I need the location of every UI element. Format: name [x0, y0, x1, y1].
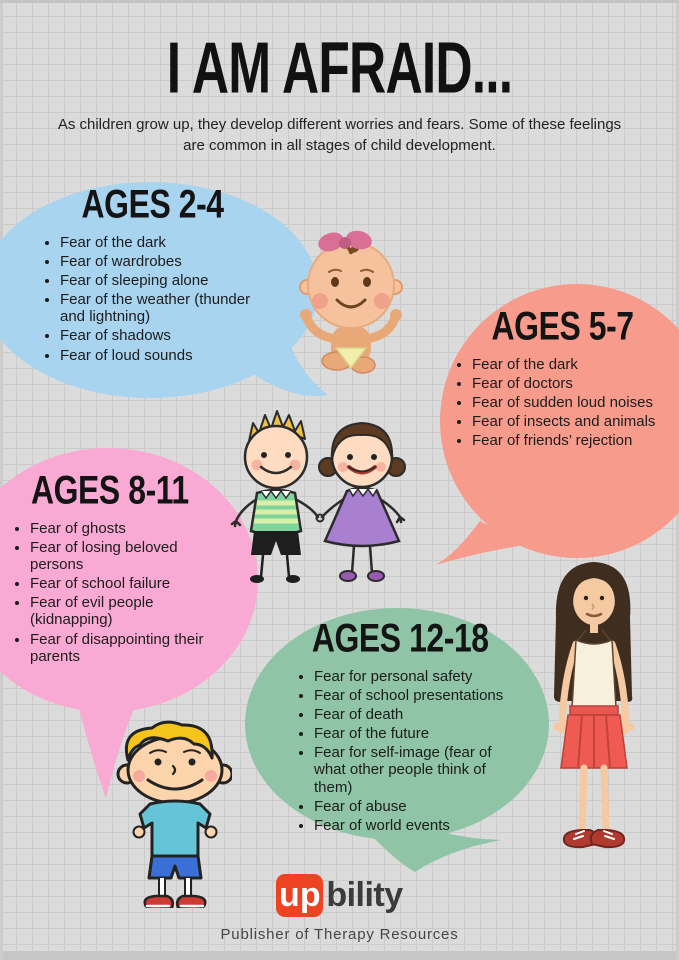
bubble-title: AGES 8-11 [31, 468, 189, 514]
logo-text: bility [326, 876, 403, 914]
fear-item: • Fear of disappointing their parents [30, 631, 210, 665]
fear-item: • Fear of the weather (thunder and lightning) [60, 291, 265, 325]
fear-list [40, 234, 265, 364]
fear-list [452, 356, 674, 449]
page-title: I AM AFRAID... [166, 26, 513, 108]
fear-item: • Fear of sleeping alone [60, 272, 265, 289]
fear-item: • Fear of abuse [314, 798, 506, 815]
bubble-ages-12-18-content [294, 616, 506, 836]
brand-tagline: Publisher of Therapy Resources [220, 926, 459, 943]
bubble-ages-8-11-content [10, 468, 210, 667]
bubble-title: AGES 12-18 [311, 616, 489, 662]
fear-item: • Fear of sudden loud noises [472, 394, 674, 411]
header [0, 26, 679, 156]
fear-item: • Fear of the dark [472, 356, 674, 373]
fear-item: • Fear for self-image (fear of what other people think of them) [314, 744, 506, 795]
fear-item: • Fear of world events [314, 817, 506, 834]
fear-item: • Fear of shadows [60, 327, 265, 344]
fear-item: • Fear of doctors [472, 375, 674, 392]
fear-item: • Fear of the dark [60, 234, 265, 251]
teenage-girl-illustration [538, 556, 650, 863]
fear-item: • Fear of ghosts [30, 520, 210, 537]
bubble-ages-5-7-content [452, 304, 674, 451]
young-boy-and-girl-illustration [227, 405, 411, 588]
fear-item: • Fear of losing beloved persons [30, 539, 210, 573]
fear-item: • Fear of the future [314, 725, 506, 742]
fear-item: • Fear of school presentations [314, 687, 506, 704]
fear-item: • Fear of wardrobes [60, 253, 265, 270]
bubble-title: AGES 5-7 [491, 304, 635, 350]
bubble-ages-2-4-content [40, 182, 265, 366]
fear-item: • Fear of loud sounds [60, 347, 265, 364]
baby-illustration [287, 230, 417, 385]
fear-item: • Fear of evil people (kidnapping) [30, 594, 210, 628]
fear-list [294, 668, 506, 834]
page-subtitle: As children grow up, they develop different worries and fears. Some of these feelings are common in all stages of child development. [57, 116, 622, 154]
logo-mark: up [276, 874, 323, 917]
fear-item: • Fear of death [314, 706, 506, 723]
fear-list [10, 520, 210, 665]
fear-item: • Fear of school failure [30, 575, 210, 592]
bubble-title: AGES 2-4 [81, 182, 224, 228]
brand-logo [0, 874, 679, 917]
fear-item: • Fear for personal safety [314, 668, 506, 685]
footer-brand [0, 874, 679, 943]
fear-item: • Fear of insects and animals [472, 413, 674, 430]
fear-item: • Fear of friends’ rejection [472, 432, 674, 449]
